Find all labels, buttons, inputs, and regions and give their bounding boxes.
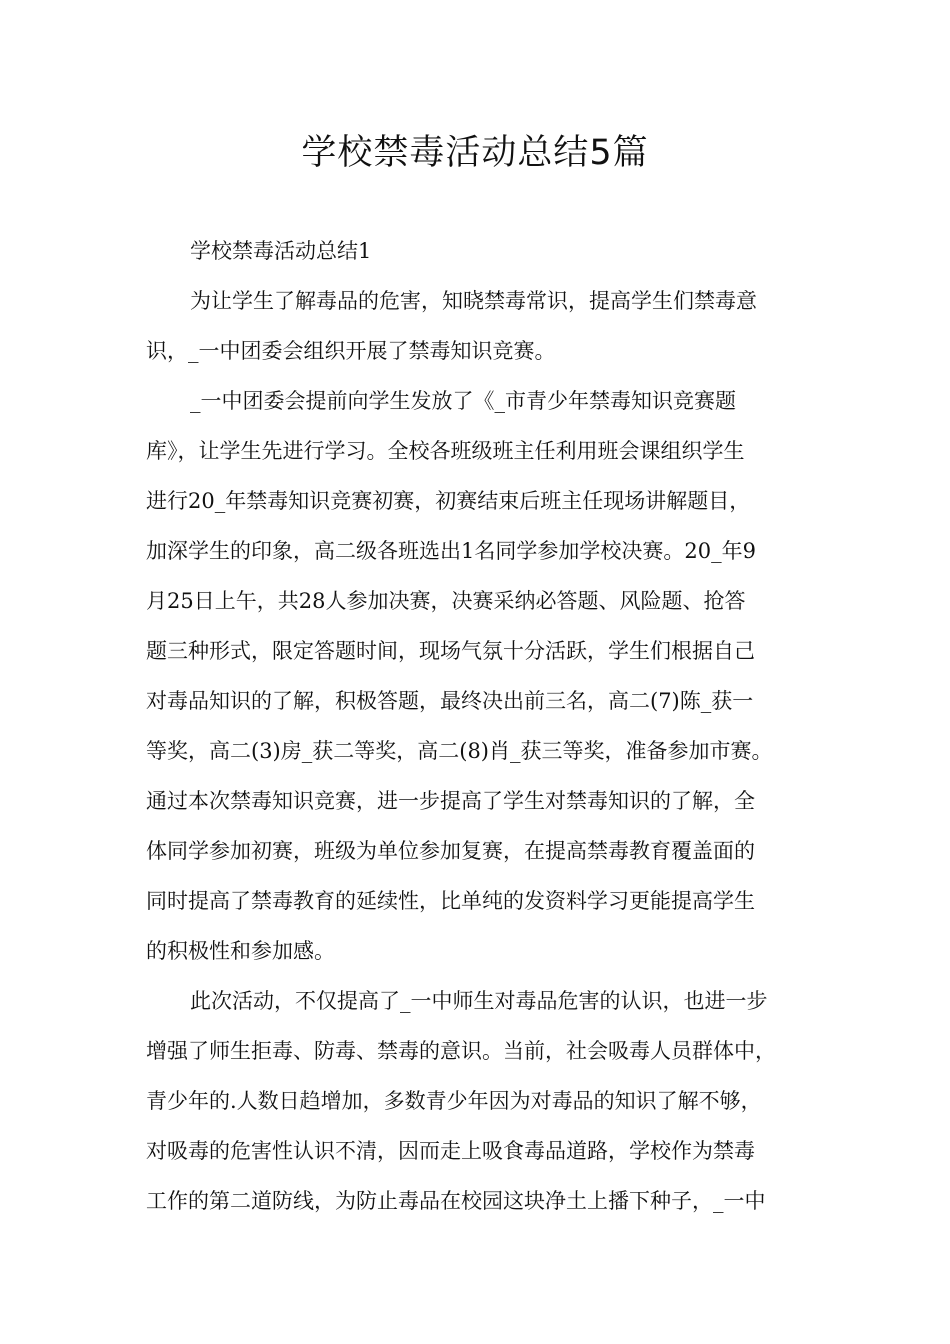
document-title: 学校禁毒活动总结5篇 [301,133,649,173]
text-line: 等奖，高二(3)房_获二等奖，高二(8)肖_获三等奖，准备参加市赛。 [146,739,773,763]
text-line: 对吸毒的危害性认识不清，因而走上吸食毒品道路，学校作为禁毒 [146,1139,755,1163]
text-line: 识，_一中团委会组织开展了禁毒知识竞赛。 [146,339,556,363]
section-heading: 学校禁毒活动总结1 [190,239,372,263]
text-line: 的积极性和参加感。 [146,939,335,963]
text-line: 月25日上午，共28人参加决赛，决赛采纳必答题、风险题、抢答 [146,589,746,613]
text-line: 题三种形式，限定答题时间，现场气氛十分活跃，学生们根据自己 [146,639,755,663]
text-line: 对毒品知识的了解，积极答题，最终决出前三名，高二(7)陈_获一 [146,689,754,713]
text-line: 库》，让学生先进行学习。全校各班级班主任利用班会课组织学生 [146,439,745,463]
text-line: 进行20_年禁毒知识竞赛初赛，初赛结束后班主任现场讲解题目， [146,489,751,513]
text-line: 通过本次禁毒知识竞赛，进一步提高了学生对禁毒知识的了解，全 [146,789,755,813]
text-line: 加深学生的印象，高二级各班选出1名同学参加学校决赛。20_年9 [146,539,756,563]
text-line: 体同学参加初赛，班级为单位参加复赛，在提高禁毒教育覆盖面的 [146,839,755,863]
text-line: 此次活动，不仅提高了_一中师生对毒品危害的认识，也进一步 [190,989,768,1013]
text-line: 增强了师生拒毒、防毒、禁毒的意识。当前，社会吸毒人员群体中， [146,1039,776,1063]
text-line: 同时提高了禁毒教育的延续性，比单纯的发资料学习更能提高学生 [146,889,755,913]
text-line: 工作的第二道防线，为防止毒品在校园这块净土上播下种子，_一中 [146,1189,766,1213]
text-line: 为让学生了解毒品的危害，知晓禁毒常识，提高学生们禁毒意 [190,289,757,313]
text-line: 青少年的.人数日趋增加，多数青少年因为对毒品的知识了解不够， [146,1089,762,1113]
text-line: _一中团委会提前向学生发放了《_市青少年禁毒知识竞赛题 [190,389,736,413]
